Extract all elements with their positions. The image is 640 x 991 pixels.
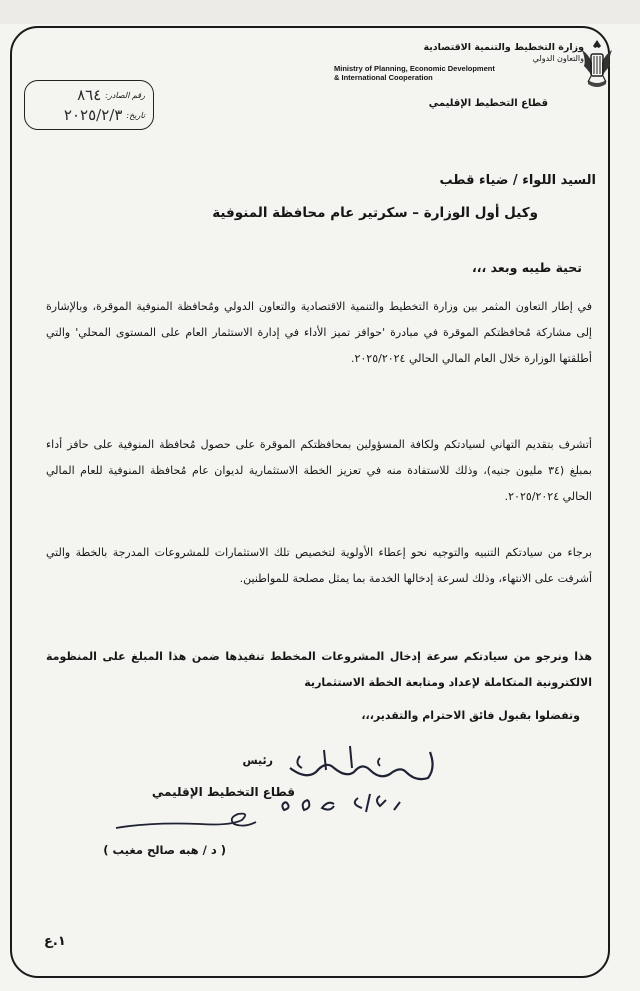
- ministry-name-arabic-line2: والتعاون الدولي: [532, 54, 584, 63]
- reference-box: [24, 80, 154, 130]
- scan-top-band: [0, 0, 640, 24]
- addressee-title: وكيل أول الوزارة – سكرتير عام محافظة المنوفية: [212, 205, 538, 221]
- sector-header: قطاع التخطيط الإقليمي: [428, 98, 548, 109]
- reference-date-value: ٢٠٢٥/٢/٣: [63, 106, 123, 124]
- ministry-letterhead: [334, 42, 584, 82]
- signatory-name: ( د / هبه صالح مغيب ): [103, 843, 226, 857]
- ministry-name-english: Ministry of Planning, Economic Development: [334, 64, 495, 73]
- ministry-name-arabic: وزارة التخطيط والتنمية الاقتصادية: [423, 42, 584, 53]
- addressee: السيد اللواء / ضياء قطب: [439, 173, 596, 188]
- signatory-sector: قطاع التخطيط الإقليمي: [151, 785, 295, 799]
- body-paragraph-4: هذا ونرجو من سيادتكم سرعة إدخال المشروعات المخطط تنفيذها ضمن هذا المبلغ على المنظومة الالكترونية المتكاملة لإعداد ومتابعة الخطة الاستثمارية: [46, 650, 592, 689]
- greeting: تحية طيبه وبعد ،،،: [472, 260, 582, 275]
- body-paragraph-2: أتشرف بتقديم التهاني لسيادتكم ولكافة المسؤولين بمحافظتكم الموقرة على حصول مُحافظة المنوفية على حافز أداء بمبلغ (٣٤ مليون جنيه)، وذلك للاستفادة منه في تعزيز الخطة الاستثمارية لديوان عام مُحافظة المنوفية للعام المالي الحالي ٢٠٢٥/٢٠٢٤.: [46, 438, 592, 503]
- reference-number-value: ٨٦٤: [77, 86, 102, 104]
- handwritten-initials: [110, 806, 260, 836]
- closing-line: وتفضلوا بقبول فائق الاحترام والتقدير،،،: [361, 709, 580, 722]
- reference-date-label: تاريخ:: [126, 110, 145, 120]
- reference-number-label: رقم الصادر:: [105, 90, 145, 100]
- body-paragraph-3: برجاء من سيادتكم التنبيه والتوجيه نحو إعطاء الأولوية لتخصيص تلك الاستثمارات للمشروعات المدرجة بالخطة والتي أشرفت على الانتهاء، وذلك لسرعة إدخالها الخدمة بما يمثل مصلحة للمواطنين.: [46, 546, 592, 585]
- body-paragraph-1: في إطار التعاون المثمر بين وزارة التخطيط والتنمية الاقتصادية والتعاون الدولي ومُحافظة المنوفية الموقرة، وبالإشارة إلى مشاركة مُحافظتكم الموقرة في مبادرة 'حوافز تميز الأداء في إدارة الاستثمار العام على المستوى المحلي' والتي أطلقتها الوزارة خلال العام المالي الحالي ٢٠٢٥/٢٠٢٤.: [46, 300, 592, 365]
- page-number: ١.ع: [44, 934, 66, 949]
- ministry-name-english-line2: & International Cooperation: [334, 73, 433, 82]
- signatory-title: رئيس: [242, 754, 273, 767]
- handwritten-signature: [230, 738, 460, 828]
